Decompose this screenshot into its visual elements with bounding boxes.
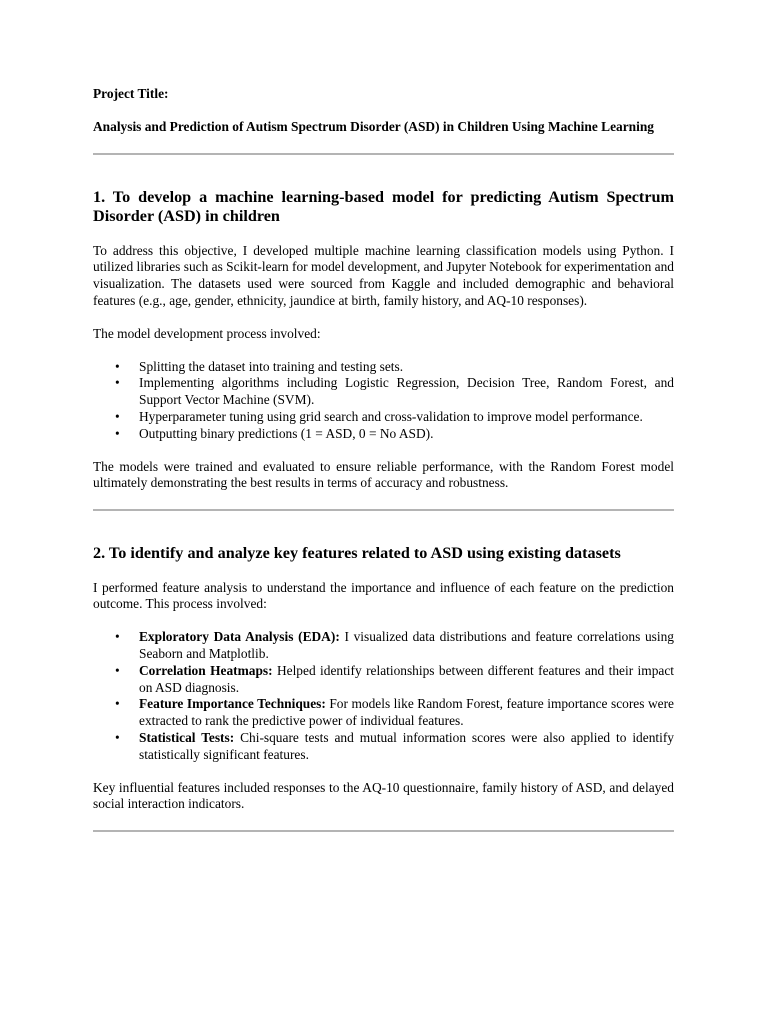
list-item-text: Splitting the dataset into training and testing sets. [139,358,404,374]
list-item-text: Helped identify relationships between different features and their impact on ASD diagnosis. [139,662,675,695]
section-divider [93,153,674,155]
section-2-intro: I performed feature analysis to understand the importance and influence of each feature on the prediction outcome. This process involved: [93,579,674,612]
project-title: Analysis and Prediction of Autism Spectrum Disorder (ASD) in Children Using Machine Learning [93,118,654,134]
section-1-heading: 1. To develop a machine learning-based model for predicting Autism Spectrum Disorder (ASD) in children [93,187,674,226]
section-1-conclusion: The models were trained and evaluated to ensure reliable performance, with the Random Forest model ultimately demonstrating the best results in terms of accuracy and robustness. [93,458,674,491]
bullet-icon: • [115,408,120,424]
list-item [93,409,674,426]
list-item-term: Exploratory Data Analysis (EDA): [139,629,340,645]
list-item [93,696,674,730]
section-2-bullet-list [93,629,674,763]
list-item-term: Statistical Tests: [139,730,235,746]
section-divider [93,830,674,832]
section-1-intro: To address this objective, I developed multiple machine learning classification models using Python. I utilized libraries such as Scikit-learn for model development, and Jupyter Notebook for experimentation and visualization. The datasets used were sourced from Kaggle and included demographic and behavioral features (e.g., age, gender, ethnicity, jaundice at birth, family history, and AQ-10 responses). [93,242,674,308]
list-item-term: Correlation Heatmaps: [139,662,273,678]
list-item-text: Hyperparameter tuning using grid search and cross-validation to improve model performance. [139,408,643,424]
project-title-label: Project Title: [93,86,169,101]
document-page [93,86,674,832]
list-item [93,730,674,764]
bullet-icon: • [115,358,120,374]
section-2-heading: 2. To identify and analyze key features related to ASD using existing datasets [93,544,621,563]
bullet-icon: • [115,375,120,391]
list-item-text: Chi-square tests and mutual information scores were also applied to identify statistically significant features. [139,730,674,762]
list-item [93,426,674,443]
bullet-icon: • [115,662,120,678]
section-divider [93,509,674,511]
list-item-term: Feature Importance Techniques: [139,696,326,712]
list-item-text: Implementing algorithms including Logistic Regression, Decision Tree, Random Forest, and Support Vector Machine (SVM). [139,375,674,408]
bullet-icon: • [115,730,120,746]
bullet-icon: • [115,629,120,645]
bullet-icon: • [115,425,120,441]
list-item-text: I visualized data distributions and feature correlations using Seaborn and Matplotlib. [139,629,674,662]
list-item [93,663,674,697]
section-1-bullet-list [93,359,674,443]
list-item [93,375,674,409]
list-item [93,359,674,376]
section-2-conclusion: Key influential features included responses to the AQ-10 questionnaire, family history of ASD, and delayed social interaction indicators. [93,779,674,812]
list-item-text: Outputting binary predictions (1 = ASD, 0 = No ASD). [139,425,434,441]
bullet-icon: • [115,696,120,712]
list-item [93,629,674,663]
list-item-text: For models like Random Forest, feature importance scores were extracted to rank the predictive power of individual features. [139,696,674,729]
section-1-process-intro: The model development process involved: [93,325,321,341]
